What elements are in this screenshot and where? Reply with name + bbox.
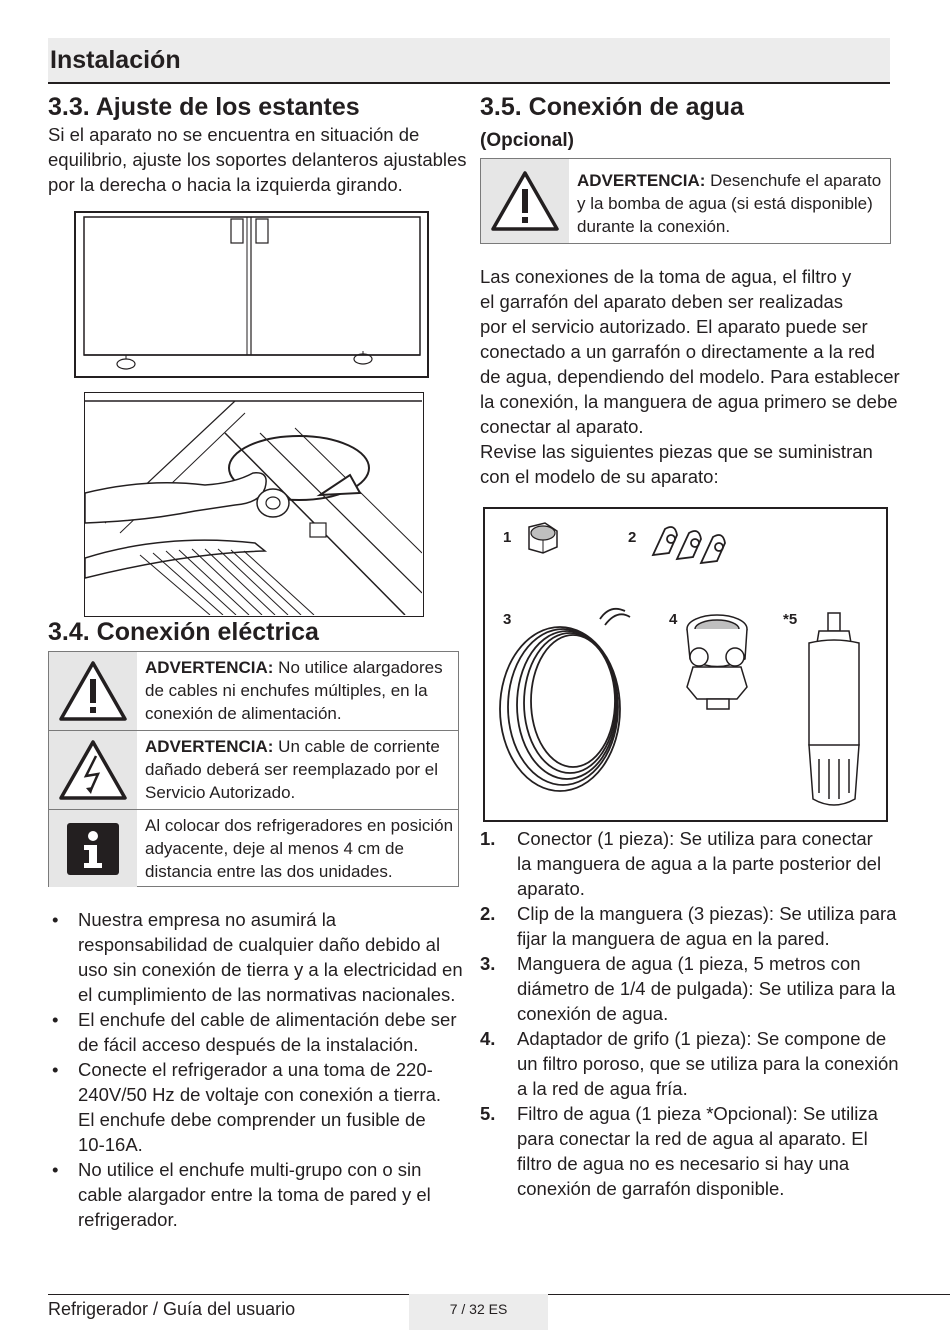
section-35-title: 3.5. Conexión de agua: [480, 93, 744, 121]
text-line: Desenchufe el aparato: [705, 171, 882, 190]
warning-row: [49, 730, 458, 809]
text-line: distancia entre las dos unidades.: [145, 862, 393, 881]
text-line: y la bomba de agua (si está disponible): [577, 194, 873, 213]
water-hose-icon: [500, 609, 630, 791]
text-line: Las conexiones de la toma de agua, el filtro y: [480, 266, 852, 287]
warning-row: [49, 652, 458, 730]
warning-icon: [490, 169, 560, 233]
text-line: Revise las siguientes piezas que se suministran: [480, 441, 873, 462]
text-line: de agua, dependiendo del modelo. Para establecer: [480, 366, 900, 387]
text-line: Un cable de corriente: [273, 737, 440, 756]
text-line: Al colocar dos refrigeradores en posición: [145, 816, 454, 835]
text-line: equilibrio, ajuste los soportes delanteros ajustables: [48, 149, 467, 170]
text-line: Si el aparato no se encuentra en situación de: [48, 124, 420, 145]
water-warning-box: [480, 158, 891, 244]
warning-text: [145, 735, 454, 804]
part-label: 3: [503, 611, 512, 628]
text-line: de fácil acceso después de la instalación.: [78, 1034, 419, 1055]
electric-icon-cell: [49, 731, 137, 809]
section-33-title: 3.3. Ajuste de los estantes: [48, 93, 360, 121]
text-line: El enchufe debe comprender un fusible de: [78, 1109, 426, 1130]
electrical-bullet-list: [48, 907, 468, 1232]
text-line: un filtro poroso, que se utiliza para la conexión: [517, 1053, 899, 1074]
text-line: por la derecha o hacia la izquierda girando.: [48, 174, 403, 195]
list-item: [48, 1157, 468, 1232]
electrical-warnings-table: [48, 651, 459, 887]
text-line: 10-16A.: [78, 1134, 143, 1155]
fridge-drawing: [76, 213, 427, 376]
bullet-symbol: •: [52, 1009, 59, 1030]
warning-label: ADVERTENCIA:: [577, 171, 706, 190]
warning-row: [481, 159, 890, 243]
warning-icon-cell: [481, 159, 569, 243]
list-item: [480, 1026, 900, 1101]
water-filter-icon: [809, 613, 859, 805]
text-line: dañado deberá ser reemplazado por el: [145, 760, 438, 779]
fridge-front-illustration: [74, 211, 429, 378]
list-item: [48, 907, 468, 1007]
list-item: [48, 1007, 468, 1057]
text-line: fijar la manguera de agua en la pared.: [517, 928, 830, 949]
text-line: Conector (1 pieza): Se utiliza para conectar: [517, 828, 873, 849]
warning-label: ADVERTENCIA:: [145, 658, 274, 677]
list-number: 5.: [480, 1103, 496, 1124]
water-parts-illustration: [483, 507, 888, 822]
section-33-text: [48, 122, 467, 197]
adjustment-drawing: [85, 393, 422, 615]
info-text: [145, 814, 454, 883]
info-row: [49, 809, 458, 887]
text-line: por el servicio autorizado. El aparato puede ser: [480, 316, 868, 337]
list-number: 1.: [480, 828, 496, 849]
electric-hazard-icon: [58, 738, 128, 802]
list-item: [480, 826, 900, 901]
warning-text: [577, 169, 886, 238]
text-line: la conexión, la manguera de agua primero se debe: [480, 391, 898, 412]
text-line: uso sin conexión de tierra y a la electricidad en: [78, 959, 463, 980]
part-label: 2: [628, 529, 637, 546]
text-line: Conecte el refrigerador a una toma de 220-: [78, 1059, 433, 1080]
text-line: conectado a un garrafón o directamente a la red: [480, 341, 875, 362]
bullet-symbol: •: [52, 909, 59, 930]
info-icon: [65, 821, 121, 877]
foot-adjustment-illustration: [84, 392, 424, 617]
text-line: durante la conexión.: [577, 217, 731, 236]
text-line: conexión de alimentación.: [145, 704, 342, 723]
text-line: diámetro de 1/4 de pulgada): Se utiliza para la: [517, 978, 896, 999]
bullet-symbol: •: [52, 1059, 59, 1080]
text-line: Filtro de agua (1 pieza *Opcional): Se utiliza: [517, 1103, 878, 1124]
warning-text: [145, 656, 454, 725]
bullet-symbol: •: [52, 1159, 59, 1180]
footer-document-title: Refrigerador / Guía del usuario: [48, 1299, 296, 1319]
text-line: el garrafón del aparato deben ser realizadas: [480, 291, 844, 312]
list-item: [480, 1101, 900, 1201]
list-number: 4.: [480, 1028, 496, 1049]
text-line: El enchufe del cable de alimentación debe ser: [78, 1009, 457, 1030]
text-line: No utilice el enchufe multi-grupo con o sin: [78, 1159, 422, 1180]
part-label: 4: [669, 611, 678, 628]
text-line: aparato.: [517, 878, 585, 899]
text-line: de cables ni enchufes múltiples, en la: [145, 681, 428, 700]
text-line: No utilice alargadores: [273, 658, 443, 677]
page-header: [48, 38, 890, 84]
text-line: filtro de agua no es necesario si hay una: [517, 1153, 850, 1174]
text-line: refrigerador.: [78, 1209, 178, 1230]
list-item: [480, 901, 900, 951]
text-line: el cumplimiento de las normativas nacionales.: [78, 984, 456, 1005]
page-title: Instalación: [50, 46, 181, 74]
section-34-title: 3.4. Conexión eléctrica: [48, 618, 319, 646]
parts-drawing: [485, 509, 886, 820]
text-line: Manguera de agua (1 pieza, 5 metros con: [517, 953, 861, 974]
list-item: [480, 951, 900, 1026]
text-line: Adaptador de grifo (1 pieza): Se compone de: [517, 1028, 887, 1049]
text-line: conexión de garrafón disponible.: [517, 1178, 785, 1199]
text-line: Nuestra empresa no asumirá la: [78, 909, 337, 930]
list-number: 2.: [480, 903, 496, 924]
text-line: a la red de agua fría.: [517, 1078, 688, 1099]
parts-numbered-list: [480, 826, 900, 1201]
part-label: 1: [503, 529, 512, 546]
warning-icon: [58, 659, 128, 723]
text-line: con el modelo de su aparato:: [480, 466, 719, 487]
text-line: conexión de agua.: [517, 1003, 669, 1024]
text-line: 240V/50 Hz de voltaje con conexión a tierra.: [78, 1084, 442, 1105]
faucet-adapter-icon: [687, 615, 747, 709]
text-line: adyacente, deje al menos 4 cm de: [145, 839, 404, 858]
part-label: *5: [783, 611, 798, 628]
hose-clip-icon: [653, 527, 725, 563]
section-35-text: [480, 264, 900, 489]
warning-icon-cell: [49, 652, 137, 730]
text-line: conectar al aparato.: [480, 416, 644, 437]
text-line: la manguera de agua a la parte posterior del: [517, 853, 882, 874]
text-line: Servicio Autorizado.: [145, 783, 296, 802]
section-35-subtitle: (Opcional): [480, 130, 574, 151]
text-line: cable alargador entre la toma de pared y el: [78, 1184, 431, 1205]
warning-label: ADVERTENCIA:: [145, 737, 274, 756]
text-line: Clip de la manguera (3 piezas): Se utiliza para: [517, 903, 897, 924]
info-icon-cell: [49, 810, 137, 887]
connector-icon: [529, 523, 557, 553]
list-number: 3.: [480, 953, 496, 974]
text-line: responsabilidad de cualquier daño debido al: [78, 934, 441, 955]
page-number: 7 / 32 ES: [409, 1294, 548, 1330]
list-item: [48, 1057, 468, 1157]
text-line: para conectar la red de agua al aparato. El: [517, 1128, 868, 1149]
